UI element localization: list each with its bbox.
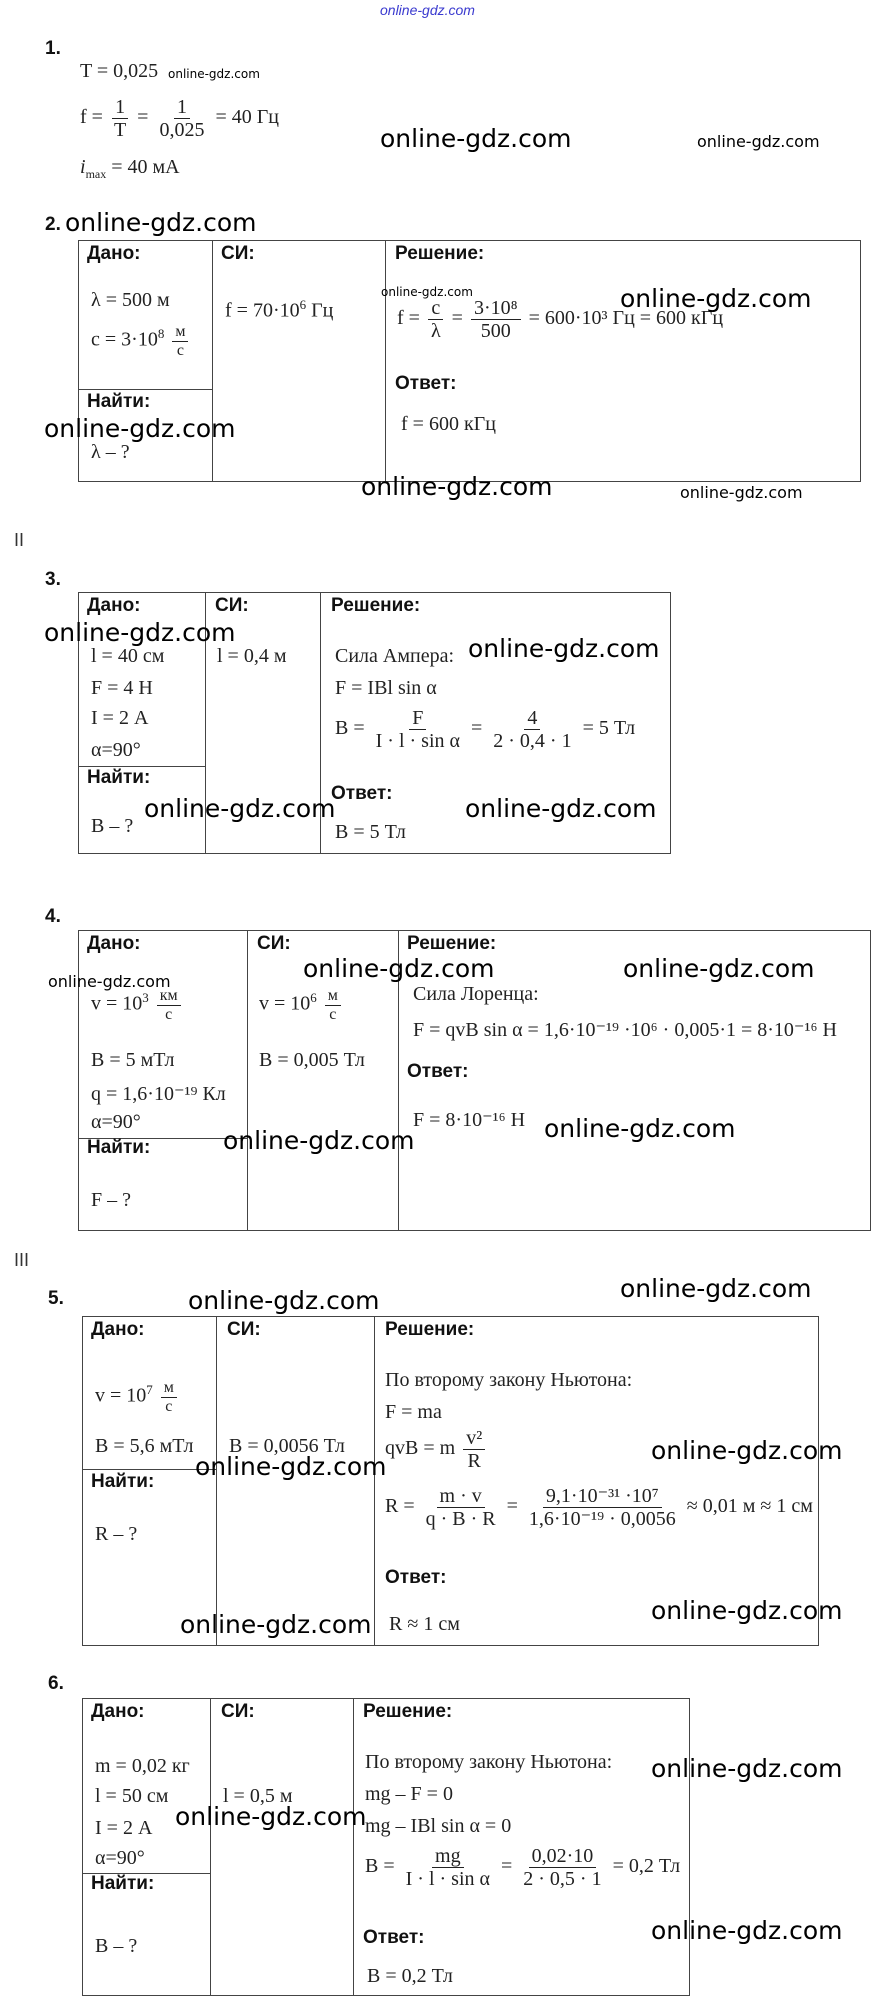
p5-r-num2: 9,1·10⁻³¹ ·10⁷ (543, 1485, 662, 1508)
p2-c-unit-num: м (172, 323, 188, 342)
p3-b-num1: F (409, 707, 426, 730)
p3-solution-ampere: F = IBl sin α (335, 677, 437, 699)
p4-si-header: СИ: (257, 933, 291, 954)
watermark: online-gdz.com (65, 208, 257, 237)
p2-sol-num1: c (428, 297, 443, 320)
watermark: online-gdz.com (195, 1452, 387, 1481)
watermark: online-gdz.com (680, 483, 803, 502)
p5-answer-header: Ответ: (385, 1567, 447, 1588)
p6-b-num2: 0,02·10 (529, 1845, 597, 1868)
p5-balance-den: R (467, 1450, 481, 1472)
p4-solution-header: Решение: (407, 933, 497, 954)
p4-v-exp: 3 (142, 990, 149, 1006)
p6-solution-formula: B = $\frac{mg}{\text{I · l · sin α}}$ = $\frac{0,02\cdot 10}{2 \cdot 0,5 \cdot 1}$ = 0,2 Тл (365, 1845, 681, 1890)
p2-sol-den2: 500 (480, 320, 511, 342)
p6-given-header: Дано: (91, 1701, 145, 1722)
p1-current-max: $i_{max} = 40$ мА (80, 156, 180, 181)
p6-answer-header: Ответ: (363, 1927, 425, 1948)
p3-answer: B = 5 Тл (335, 821, 406, 843)
p3-b-den1: I · l · sin α (375, 730, 460, 752)
p3-solution-title: Сила Ампера: (335, 645, 455, 667)
p4-v-unit-den: с (165, 1005, 173, 1023)
p6-given-mass: m = 0,02 кг (95, 1755, 190, 1777)
p5-solution-balance (385, 1427, 488, 1472)
site-header-link[interactable]: online-gdz.com (380, 2, 475, 18)
p2-given-wavelength: λ = 500 м (91, 289, 170, 311)
p2-answer-header: Ответ: (395, 373, 457, 394)
watermark: online-gdz.com (223, 1126, 415, 1155)
p2-c-unit-den: с (176, 341, 184, 359)
p4-solution-title: Сила Лоренца: (413, 983, 539, 1005)
p5-v-lhs: v = 10 (95, 1384, 147, 1407)
p3-given-force: F = 4 Н (91, 677, 153, 699)
p6-given-length: l = 50 см (95, 1785, 169, 1807)
watermark: online-gdz.com (144, 794, 336, 823)
p4-si-field: B = 0,005 Тл (259, 1049, 365, 1071)
p6-b-result: = 0,2 Тл (612, 1855, 681, 1878)
p3-given-current: I = 2 А (91, 707, 149, 729)
p6-b-den1: I · l · sin α (405, 1868, 490, 1890)
p2-solution-formula: f = $\frac{c}{\lambda}$ = $\frac{\text{3·10⁸}}{500}$ = 600·10³ Гц = 600 кГц (397, 297, 724, 342)
watermark: online-gdz.com (303, 954, 495, 983)
watermark: online-gdz.com (381, 285, 473, 299)
p4-given-header: Дано: (87, 933, 141, 954)
p3-given-header: Дано: (87, 595, 141, 616)
p5-si-header: СИ: (227, 1319, 261, 1340)
watermark: online-gdz.com (623, 954, 815, 983)
watermark: online-gdz.com (620, 284, 812, 313)
p4-answer-header: Ответ: (407, 1061, 469, 1082)
p5-balance-num: v² (463, 1427, 485, 1450)
p3-b-num2: 4 (524, 707, 540, 730)
p1-f-den1: T (113, 119, 127, 141)
p5-given-header: Дано: (91, 1319, 145, 1340)
problem-6-number: 6. (48, 1673, 64, 1694)
p6-si-header: СИ: (221, 1701, 255, 1722)
p5-given-velocity (95, 1379, 180, 1415)
p1-f-result: = 40 Гц (215, 106, 279, 129)
p5-solution-header: Решение: (385, 1319, 475, 1340)
p4-given-angle: α=90° (91, 1111, 141, 1133)
watermark: online-gdz.com (175, 1802, 367, 1831)
p6-answer: B = 0,2 Тл (367, 1965, 453, 1987)
p4-si-v-unit-den: с (329, 1005, 337, 1023)
problem-2-table (78, 240, 861, 482)
section-marker-2: II (14, 530, 25, 550)
watermark: online-gdz.com (361, 472, 553, 501)
watermark: online-gdz.com (651, 1916, 843, 1945)
p2-si-unit: Гц (306, 299, 334, 322)
p6-find: B – ? (95, 1935, 138, 1957)
p5-r-den2: 1,6·10⁻¹⁹ · 0,0056 (528, 1508, 676, 1530)
p6-find-header: Найти: (91, 1873, 155, 1894)
p5-find: R – ? (95, 1523, 138, 1545)
p5-r-lhs: R = (385, 1495, 415, 1518)
p3-si-header: СИ: (215, 595, 249, 616)
watermark: online-gdz.com (468, 634, 660, 663)
p2-si-lhs: f = 70·10 (225, 299, 300, 322)
p5-answer: R ≈ 1 см (389, 1613, 460, 1635)
p3-b-lhs: B = (335, 717, 365, 740)
watermark: online-gdz.com (188, 1286, 380, 1315)
p4-given-velocity (91, 987, 184, 1023)
p3-find-header: Найти: (87, 767, 151, 788)
p5-solution-title: По второму закону Ньютона: (385, 1369, 633, 1391)
watermark: online-gdz.com (651, 1436, 843, 1465)
p3-given-length: l = 40 см (91, 645, 165, 667)
p1-frequency-formula: f = $\frac{1}{T}$ = $\frac{1}{0,025}$ = 40 Гц (80, 96, 279, 141)
watermark: online-gdz.com (44, 618, 236, 647)
p2-sol-lhs: f = (397, 307, 420, 330)
watermark: online-gdz.com (168, 67, 260, 81)
p2-si-header: СИ: (221, 243, 255, 264)
p2-answer: f = 600 кГц (401, 413, 496, 435)
p5-v-unit-num: м (161, 1379, 177, 1398)
watermark: online-gdz.com (44, 414, 236, 443)
watermark: online-gdz.com (180, 1610, 372, 1639)
p2-find-header: Найти: (87, 391, 151, 412)
p2-si-exp: 6 (299, 297, 307, 312)
p4-si-v-exp: 6 (310, 990, 317, 1006)
p2-c-exp: 8 (157, 326, 165, 342)
p2-find: λ – ? (91, 441, 130, 463)
p6-b-num1: mg (432, 1845, 464, 1868)
watermark: online-gdz.com (651, 1596, 843, 1625)
p6-si-length: l = 0,5 м (223, 1785, 293, 1807)
p5-solution-formula: R = $\frac{m \cdot v}{q \cdot B \cdot R}$ = $\frac{\text{9,1·10⁻³¹ ·10⁷}}{\text{1,6·10⁻¹⁹ · 0,0056}}$ ≈ 0,01 м ≈ 1 см (385, 1485, 813, 1530)
p6-solution-title: По второму закону Ньютона: (365, 1751, 613, 1773)
p3-b-result: = 5 Тл (582, 717, 636, 740)
p1-period: T = 0,025 (80, 60, 159, 82)
p5-r-result: ≈ 0,01 м ≈ 1 см (686, 1495, 813, 1518)
p4-answer: F = 8·10⁻¹⁶ Н (413, 1109, 526, 1131)
p3-b-den2: 2 · 0,4 · 1 (493, 730, 572, 752)
p3-answer-header: Ответ: (331, 783, 393, 804)
p4-find: F – ? (91, 1189, 131, 1211)
p5-given-field: B = 5,6 мТл (95, 1435, 194, 1457)
p2-given-header: Дано: (87, 243, 141, 264)
watermark: online-gdz.com (651, 1754, 843, 1783)
problem-1-number: 1. (45, 38, 61, 59)
p5-v-unit-den: с (165, 1397, 173, 1415)
watermark: online-gdz.com (544, 1114, 736, 1143)
p5-solution-newton: F = ma (385, 1401, 442, 1423)
p5-v-exp: 7 (146, 1382, 153, 1398)
p6-given-angle: α=90° (95, 1847, 145, 1869)
p2-sol-num2: 3·10⁸ (471, 297, 521, 320)
watermark: online-gdz.com (697, 132, 820, 151)
p6-given-current: I = 2 А (95, 1817, 153, 1839)
p4-si-v-unit-num: м (325, 987, 341, 1006)
p5-r-den1: q · B · R (425, 1508, 496, 1530)
p1-f-num1: 1 (112, 96, 128, 119)
p3-solution-header: Решение: (331, 595, 421, 616)
p2-given-speed (91, 323, 191, 359)
watermark: online-gdz.com (620, 1274, 812, 1303)
problem-5-number: 5. (48, 1288, 64, 1309)
p1-imax-value: = 40 мА (111, 156, 180, 178)
p1-f-num2: 1 (174, 96, 190, 119)
p6-b-lhs: B = (365, 1855, 395, 1878)
p4-si-v-lhs: v = 10 (259, 992, 311, 1015)
p4-v-unit-num: км (157, 987, 181, 1006)
p4-given-charge: q = 1,6·10⁻¹⁹ Кл (91, 1083, 226, 1105)
p1-f-den2: 0,025 (159, 119, 205, 141)
p4-solution-lorentz: F = qvB sin α = 1,6·10⁻¹⁹ ·10⁶ · 0,005·1 = 8·10⁻¹⁶ Н (413, 1019, 837, 1041)
p5-find-header: Найти: (91, 1471, 155, 1492)
p6-solution-balance: mg – F = 0 (365, 1783, 453, 1805)
problem-2-number: 2. (45, 214, 61, 235)
p4-si-velocity (259, 987, 344, 1023)
p4-v-lhs: v = 10 (91, 992, 143, 1015)
problem-4-number: 4. (45, 906, 61, 927)
watermark: online-gdz.com (465, 794, 657, 823)
p6-solution-header: Решение: (363, 1701, 453, 1722)
problem-6-table (82, 1698, 690, 1996)
p3-solution-formula: B = $\frac{F}{\text{I · l · sin α}}$ = $\frac{4}{2 \cdot 0,4 \cdot 1}$ = 5 Тл (335, 707, 636, 752)
p6-b-den2: 2 · 0,5 · 1 (523, 1868, 602, 1890)
p6-solution-expanded: mg – IBl sin α = 0 (365, 1815, 512, 1837)
p2-si-frequency (225, 297, 333, 323)
p4-given-field: B = 5 мТл (91, 1049, 175, 1071)
p3-si-length: l = 0,4 м (217, 645, 287, 667)
p5-r-num1: m · v (437, 1485, 485, 1508)
p2-c-lhs: c = 3·10 (91, 328, 158, 351)
watermark: online-gdz.com (48, 972, 171, 991)
p5-si-field: B = 0,0056 Тл (229, 1435, 345, 1457)
p5-balance-lhs: qvB = m (385, 1437, 456, 1460)
problem-3-number: 3. (45, 569, 61, 590)
p4-find-header: Найти: (87, 1137, 151, 1158)
p2-solution-header: Решение: (395, 243, 485, 264)
p3-find: B – ? (91, 815, 134, 837)
p2-sol-result: = 600·10³ Гц = 600 кГц (528, 307, 724, 330)
watermark: online-gdz.com (380, 124, 572, 153)
p3-given-angle: α=90° (91, 739, 141, 761)
section-marker-3: III (14, 1250, 30, 1270)
p2-sol-den1: λ (430, 320, 441, 342)
p1-f-lhs: f = (80, 106, 103, 129)
